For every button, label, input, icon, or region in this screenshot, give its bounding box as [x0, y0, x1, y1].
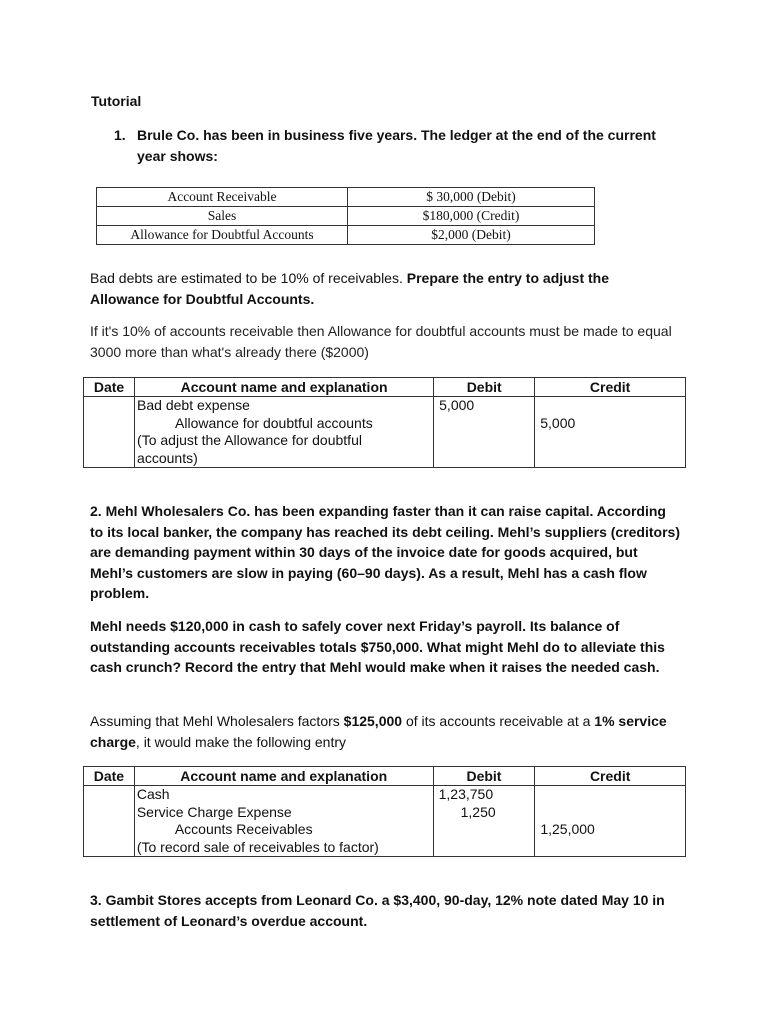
answer-amount: $125,000 — [343, 713, 403, 729]
account-line: (To adjust the Allowance for doubtful — [137, 432, 362, 448]
ledger-account: Allowance for Doubtful Accounts — [97, 226, 348, 245]
question-1-prompt-plain: Bad debts are estimated to be 10% of receivables. — [90, 270, 407, 286]
journal-table-2 — [83, 766, 686, 857]
question-1-answer: If it's 10% of accounts receivable then Allowance for doubtful accounts must be made to equal 3000 more than what's already there ($2000) — [90, 323, 672, 360]
account-line: Service Charge Expense — [136, 803, 292, 820]
journal-entry-row — [84, 786, 686, 857]
debit-value: 1,250 — [460, 803, 496, 820]
answer-text: Assuming that Mehl Wholesalers factors — [90, 713, 344, 729]
answer-rate: 1% service charge — [90, 713, 667, 750]
answer-text: of its accounts receivable at a — [402, 713, 595, 729]
header-credit: Credit — [535, 767, 686, 786]
header-debit: Debit — [434, 378, 535, 397]
journal-table-1 — [83, 377, 686, 468]
entry-account — [134, 786, 433, 857]
answer-text: , it would make the following entry — [135, 733, 347, 750]
account-line: accounts) — [137, 449, 198, 466]
debit-value: 5,000 — [439, 397, 475, 413]
ledger-amount: $ 30,000 (Debit) — [348, 188, 595, 207]
question-2-answer — [90, 711, 680, 752]
ledger-row — [97, 188, 595, 207]
header-debit: Debit — [433, 767, 535, 786]
entry-date — [84, 397, 135, 468]
entry-date — [84, 786, 135, 857]
ledger-amount: $2,000 (Debit) — [348, 226, 595, 245]
question-1 — [114, 125, 674, 167]
entry-account — [135, 397, 434, 468]
entry-debit — [434, 397, 535, 468]
ledger-row — [97, 207, 595, 226]
tutorial-title: Tutorial — [91, 93, 142, 109]
journal-header-row — [84, 767, 686, 786]
ledger-row — [97, 226, 595, 245]
header-credit: Credit — [535, 378, 686, 397]
account-line: Allowance for doubtful accounts — [175, 414, 373, 431]
debit-value: 1,23,750 — [438, 786, 494, 802]
account-line: (To record sale of receivables to factor) — [136, 838, 379, 855]
ledger-table — [96, 187, 595, 245]
ledger-account: Account Receivable — [97, 188, 348, 207]
account-line: Cash — [136, 786, 170, 802]
question-1-text: Brule Co. has been in business five years. The ledger at the end of the current year shows: — [137, 127, 656, 164]
question-1-prompt-bold: Prepare the entry to adjust the Allowance for Doubtful Accounts. — [90, 270, 610, 307]
header-date: Date — [84, 378, 135, 397]
credit-value: 5,000 — [540, 414, 576, 431]
question-1-prompt — [90, 268, 660, 309]
header-account: Account name and explanation — [135, 378, 434, 397]
account-line: Accounts Receivables — [174, 821, 313, 837]
question-2-text: 2. Mehl Wholesalers Co. has been expanding faster than it can raise capital. According to its local banker, the company has reached its debt ceiling. Mehl’s suppliers (creditors) are demanding payment within 30 days of the invoice date for goods acquired, but Mehl’s customers are slow in paying (60–90 days). As a result, Mehl has a cash flow problem. — [90, 503, 680, 601]
header-account: Account name and explanation — [134, 767, 433, 786]
ledger-account: Sales — [97, 207, 348, 226]
question-1-number: 1. — [114, 127, 126, 143]
journal-entry-row — [84, 397, 686, 468]
journal-header-row — [84, 378, 686, 397]
question-2-details: Mehl needs $120,000 in cash to safely cover next Friday’s payroll. Its balance of outstanding accounts receivables totals $750,000. What might Mehl do to alleviate this cash crunch? Record the entry that Mehl would make when it raises the needed cash. — [90, 618, 665, 675]
account-line: Bad debt expense — [137, 397, 250, 413]
ledger-amount: $180,000 (Credit) — [348, 207, 595, 226]
header-date: Date — [84, 767, 135, 786]
question-3-text: 3. Gambit Stores accepts from Leonard Co. a $3,400, 90-day, 12% note dated May 10 in settlement of Leonard’s overdue account. — [90, 892, 665, 929]
credit-value: 1,25,000 — [540, 821, 595, 837]
entry-debit — [433, 786, 535, 857]
entry-credit — [535, 397, 686, 468]
entry-credit — [535, 786, 686, 857]
